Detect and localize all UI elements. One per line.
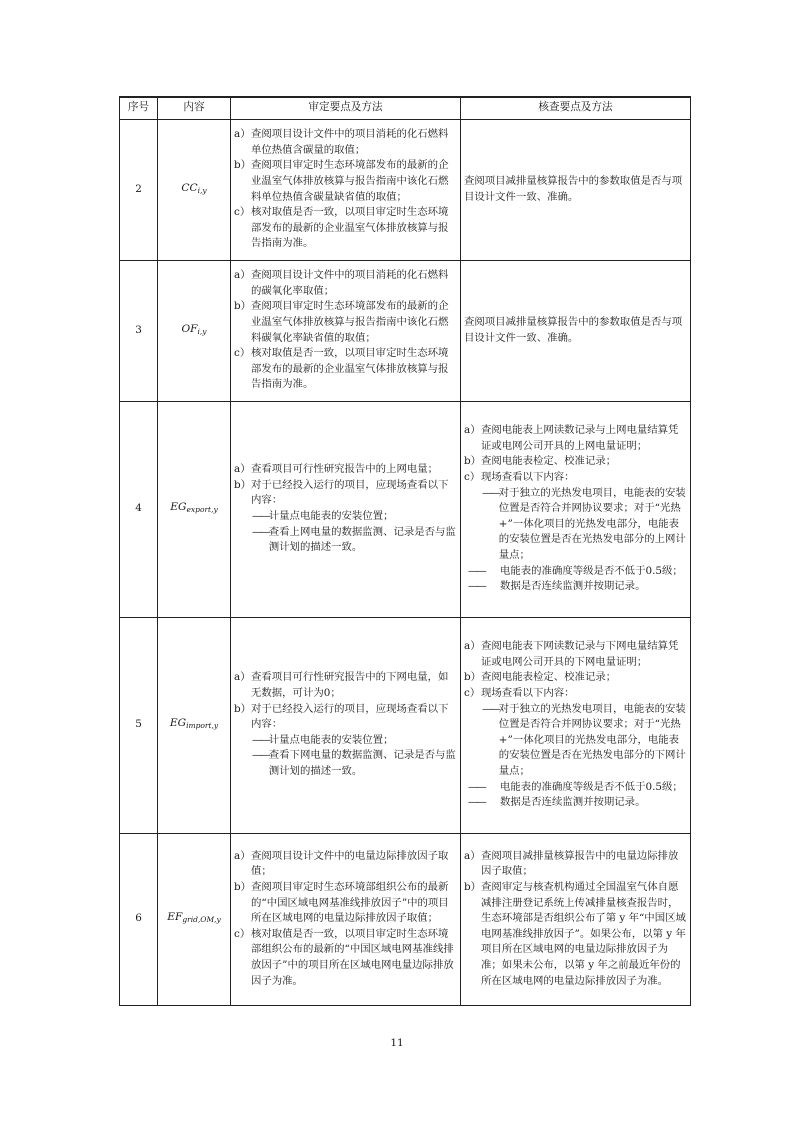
list-item: b） 对于已经投入运行的项目，应现场查看以下内容： <box>234 702 449 731</box>
sub-list-item: —— 数据是否连续监测并按期记录。 <box>468 580 646 593</box>
list-item: b） 查阅电能表检定、校准记录； <box>464 455 617 468</box>
parameter-symbol: $OF_{i,y}$ <box>158 260 231 401</box>
sub-list-item: —— 计量点电能表的安装位置； <box>252 733 394 746</box>
sub-list-item: —— 对于独立的光热发电项目，电能表的安装位置是否符合并网协议要求；对于“光热+”一体化项目的光热发电部分，电能表的安装位置是否在光热发电部分的下网计量点； <box>482 702 686 777</box>
list-item: a） 查阅项目减排量核算报告中的电量边际排放因子取值； <box>464 849 679 878</box>
validation-cell <box>231 260 461 401</box>
sub-list-item: —— 电能表的准确度等级是否不低于0.5级； <box>468 780 683 793</box>
row-number: 2 <box>120 119 158 260</box>
verification-cell <box>461 119 691 260</box>
table-row <box>120 833 691 1005</box>
list-item: c） 核对取值是否一致，以项目审定时生态环境部发布的最新的企业温室气体排放核算与报告指南为准。 <box>234 347 449 391</box>
parameter-symbol: $EF_{grid,OM,y}$ <box>158 833 231 1005</box>
row-number: 6 <box>120 833 158 1005</box>
list-item: c） 核对取值是否一致，以项目审定时生态环境部组织公布的最新的“中国区域电网基准线排放因子”中的项目所在区域电网电量边际排放因子为准。 <box>234 927 454 987</box>
verification-cell <box>461 617 691 833</box>
sub-list-item: —— 查看下网电量的数据监测、记录是否与监测计划的描述一致。 <box>252 749 456 777</box>
criteria-table <box>119 96 691 1006</box>
list-item: b） 查阅项目审定时生态环境部发布的最新的企业温室气体排放核算与报告指南中该化石燃料单位热值含碳量缺省值的取值； <box>234 159 449 203</box>
list-item: b） 查阅电能表检定、校准记录； <box>464 671 617 684</box>
verification-cell <box>461 833 691 1005</box>
list-item: c） 现场查看以下内容： <box>464 687 575 700</box>
list-item: a） 查看项目可行性研究报告中的下网电量，如无数据，可计为0； <box>234 671 449 700</box>
list-item: c） 现场查看以下内容： <box>464 471 575 484</box>
validation-cell <box>231 401 461 617</box>
validation-cell <box>231 617 461 833</box>
verification-cell <box>461 401 691 617</box>
page-number: 11 <box>390 1037 404 1049</box>
parameter-symbol: $EG_{import,y}$ <box>158 617 231 833</box>
list-item: b） 查阅项目审定时生态环境部发布的最新的企业温室气体排放核算与报告指南中该化石燃料碳氧化率缺省值的取值； <box>234 300 449 344</box>
table-row <box>120 260 691 401</box>
row-number: 5 <box>120 617 158 833</box>
header-content: 内容 <box>158 97 231 119</box>
list-item: b） 对于已经投入运行的项目，应现场查看以下内容： <box>234 478 449 507</box>
sub-list-item: —— 查看上网电量的数据监测、记录是否与监测计划的描述一致。 <box>252 525 456 554</box>
list-item: b） 查阅审定与核查机构通过全国温室气体自愿减排注册登记系统上传减排量核查报告时，生态环境部是否组织公布了第 y 年“中国区域电网基准线排放因子”。如果公布，以第 y 年项目所在区域电网的电量边际排放因子为准；如果未公布，以第 y 年之前最近年份的所在区域电网的电量边际排放因子为准。 <box>464 881 686 987</box>
header-verification: 核查要点及方法 <box>461 97 691 119</box>
list-item: a） 查阅电能表上网读数记录与上网电量结算凭证或电网公司开具的上网电量证明； <box>464 424 679 452</box>
verification-text: 查阅项目减排量核算报告中的参数取值是否与项目设计文件一致、准确。 <box>464 315 683 344</box>
sub-list-item: —— 电能表的准确度等级是否不低于0.5级； <box>468 564 683 577</box>
verification-cell <box>461 260 691 401</box>
sub-list-item: —— 对于独立的光热发电项目，电能表的安装位置是否符合并网协议要求；对于“光热+”一体化项目的光热发电部分，电能表的安装位置是否在光热发电部分的上网计量点； <box>482 486 686 561</box>
parameter-symbol: $EG_{export,y}$ <box>158 401 231 617</box>
table-header-row <box>120 97 691 119</box>
row-number: 4 <box>120 401 158 617</box>
list-item: a） 查阅项目设计文件中的项目消耗的化石燃料的碳氧化率取值； <box>234 269 449 297</box>
list-item: c） 核对取值是否一致，以项目审定时生态环境部发布的最新的企业温室气体排放核算与报告指南为准。 <box>234 206 449 250</box>
sub-list-item: —— 计量点电能表的安装位置； <box>252 510 394 522</box>
header-validation: 审定要点及方法 <box>231 97 461 119</box>
parameter-symbol: $CC_{i,y}$ <box>158 119 231 260</box>
list-item: a） 查阅项目设计文件中的项目消耗的化石燃料单位热值含碳量的取值； <box>234 128 449 156</box>
sub-list-item: —— 数据是否连续监测并按期记录。 <box>468 796 646 809</box>
verification-text: 查阅项目减排量核算报告中的参数取值是否与项目设计文件一致、准确。 <box>464 174 683 203</box>
validation-cell <box>231 833 461 1005</box>
list-item: a） 查看项目可行性研究报告中的上网电量； <box>234 463 439 476</box>
row-number: 3 <box>120 260 158 401</box>
header-no: 序号 <box>120 97 158 119</box>
list-item: b） 查阅项目审定时生态环境部组织公布的最新的“中国区域电网基准线排放因子”中的项目所在区域电网的电量边际排放因子取值； <box>234 881 449 925</box>
table-row <box>120 119 691 260</box>
list-item: a） 查阅电能表下网读数记录与下网电量结算凭证或电网公司开具的下网电量证明； <box>464 640 679 668</box>
table-row <box>120 617 691 833</box>
table-row <box>120 401 691 617</box>
validation-cell <box>231 119 461 260</box>
list-item: a） 查阅项目设计文件中的电量边际排放因子取值； <box>234 849 449 878</box>
